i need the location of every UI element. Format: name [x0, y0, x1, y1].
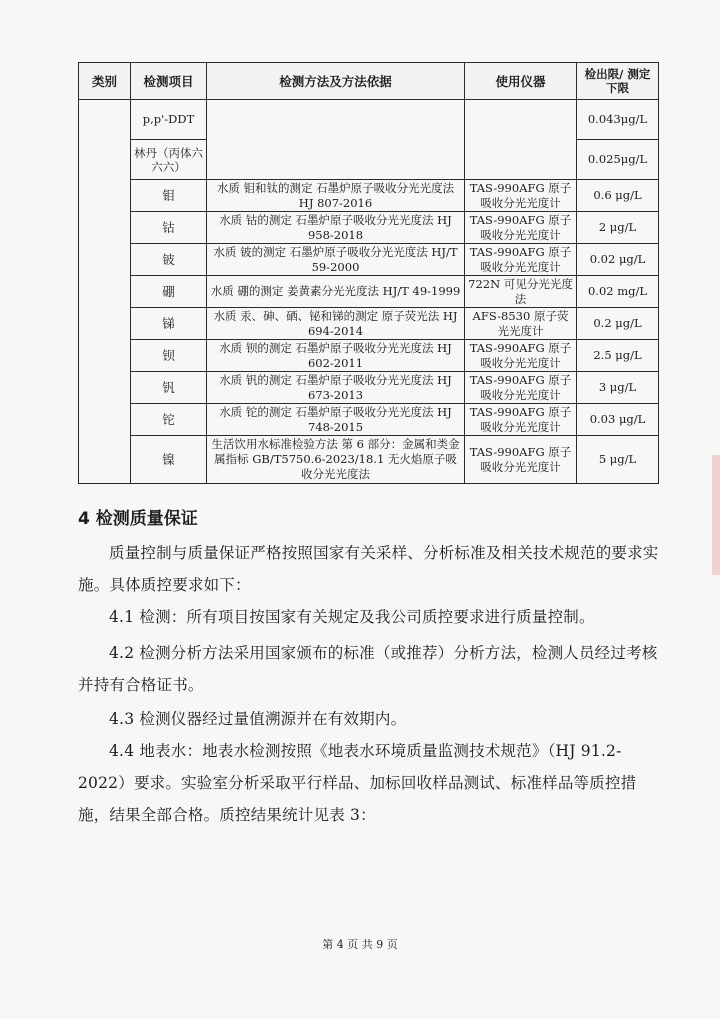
seal-stamp-edge [712, 455, 720, 575]
instrument-cell: TAS-990AFG 原子吸收分光光度计 [465, 404, 577, 436]
table-header-row [79, 63, 659, 100]
method-cell [207, 100, 465, 180]
limit-cell: 0.02 mg/L [577, 276, 659, 308]
table-row [79, 244, 659, 276]
table-row [79, 372, 659, 404]
limit-cell: 2.5 μg/L [577, 340, 659, 372]
paragraph-4-1: 4.1 检测：所有项目按国家有关规定及我公司质控要求进行质量控制。 [109, 608, 595, 626]
table-row [79, 404, 659, 436]
item-cell: 钴 [131, 212, 207, 244]
limit-cell: 0.03 μg/L [577, 404, 659, 436]
item-cell: 镍 [131, 436, 207, 484]
header-category: 类别 [79, 63, 131, 100]
instrument-cell: TAS-990AFG 原子吸收分光光度计 [465, 212, 577, 244]
instrument-cell: TAS-990AFG 原子吸收分光光度计 [465, 180, 577, 212]
instrument-cell: 722N 可见分光光度法 [465, 276, 577, 308]
method-cell: 水质 钡的测定 石墨炉原子吸收分光光度法 HJ 602-2011 [207, 340, 465, 372]
limit-cell: 5 μg/L [577, 436, 659, 484]
category-cell [79, 100, 131, 484]
page-number-footer: 第 4 页 共 9 页 [322, 938, 398, 951]
paragraph-4-2: 4.2 检测分析方法采用国家颁布的标准（或推荐）分析方法，检测人员经过考核并持有合格证书。 [78, 644, 658, 694]
method-cell: 水质 铍的测定 石墨炉原子吸收分光光度法 HJ/T 59-2000 [207, 244, 465, 276]
method-cell: 生活饮用水标准检验方法 第 6 部分：金属和类金属指标 GB/T5750.6-2023/18.1 无火焰原子吸收分光光度法 [207, 436, 465, 484]
table-row [79, 340, 659, 372]
instrument-cell: AFS-8530 原子荧光光度计 [465, 308, 577, 340]
limit-cell: 0.025μg/L [577, 140, 659, 180]
method-cell: 水质 硼的测定 姜黄素分光光度法 HJ/T 49-1999 [207, 276, 465, 308]
limit-cell: 2 μg/L [577, 212, 659, 244]
limit-cell: 0.02 μg/L [577, 244, 659, 276]
instrument-cell: TAS-990AFG 原子吸收分光光度计 [465, 372, 577, 404]
section-title: 4 检测质量保证 [78, 509, 198, 529]
item-cell: p,p'-DDT [131, 100, 207, 140]
limit-cell: 0.6 μg/L [577, 180, 659, 212]
method-cell: 水质 钒的测定 石墨炉原子吸收分光光度法 HJ 673-2013 [207, 372, 465, 404]
item-cell: 林丹（丙体六六六） [131, 140, 207, 180]
limit-cell: 0.043μg/L [577, 100, 659, 140]
header-instrument: 使用仪器 [465, 63, 577, 100]
header-limit: 检出限/ 测定下限 [577, 63, 659, 100]
paragraph-quality-intro: 质量控制与质量保证严格按照国家有关采样、分析标准及相关技术规范的要求实施。具体质控要求如下： [78, 544, 659, 594]
item-cell: 钒 [131, 372, 207, 404]
item-cell: 铍 [131, 244, 207, 276]
item-cell: 钡 [131, 340, 207, 372]
instrument-cell [465, 100, 577, 180]
paragraph-4-3: 4.3 检测仪器经过量值溯源并在有效期内。 [109, 710, 407, 728]
item-cell: 铊 [131, 404, 207, 436]
limit-cell: 3 μg/L [577, 372, 659, 404]
item-cell: 钼 [131, 180, 207, 212]
table-row [79, 100, 659, 140]
detection-methods-table [78, 62, 659, 484]
item-cell: 硼 [131, 276, 207, 308]
instrument-cell: TAS-990AFG 原子吸收分光光度计 [465, 436, 577, 484]
method-cell: 水质 钼和钛的测定 石墨炉原子吸收分光光度法 HJ 807-2016 [207, 180, 465, 212]
table-row [79, 212, 659, 244]
item-cell: 锑 [131, 308, 207, 340]
method-cell: 水质 汞、砷、硒、铋和锑的测定 原子荧光法 HJ 694-2014 [207, 308, 465, 340]
method-cell: 水质 铊的测定 石墨炉原子吸收分光光度法 HJ 748-2015 [207, 404, 465, 436]
table-row [79, 180, 659, 212]
limit-cell: 0.2 μg/L [577, 308, 659, 340]
method-cell: 水质 钴的测定 石墨炉原子吸收分光光度法 HJ 958-2018 [207, 212, 465, 244]
paragraph-4-4: 4.4 地表水：地表水检测按照《地表水环境质量监测技术规范》（HJ 91.2-2022）要求。实验室分析采取平行样品、加标回收样品测试、标准样品等质控措施，结果全部合格。质控结果统计见表 3： [78, 742, 637, 824]
instrument-cell: TAS-990AFG 原子吸收分光光度计 [465, 244, 577, 276]
table-row [79, 308, 659, 340]
header-method: 检测方法及方法依据 [207, 63, 465, 100]
table-row [79, 276, 659, 308]
header-item: 检测项目 [131, 63, 207, 100]
instrument-cell: TAS-990AFG 原子吸收分光光度计 [465, 340, 577, 372]
table-row [79, 436, 659, 484]
